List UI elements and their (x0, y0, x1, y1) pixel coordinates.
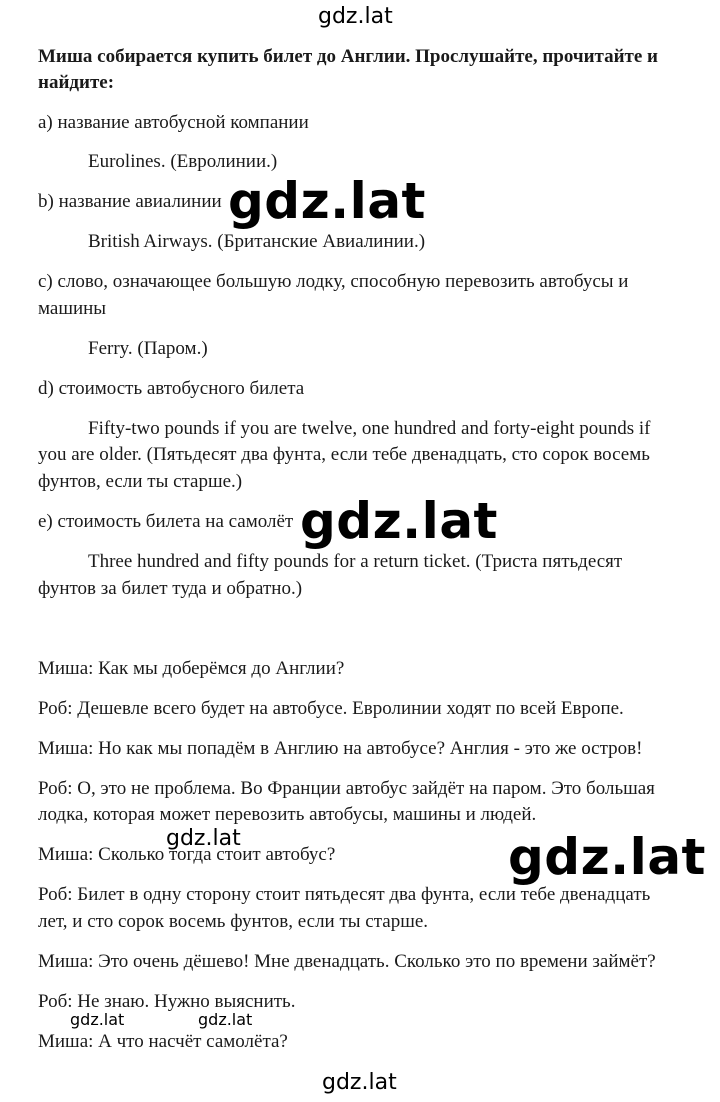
task-title-line-2: найдите: (38, 72, 115, 93)
dialogue-line-6b: лет, и сто сорок восемь фунтов, если ты старше. (38, 911, 429, 932)
dialogue-line-7: Миша: Это очень дёшево! Мне двенадцать. Сколько это по времени займёт? (38, 951, 656, 972)
question-b: b) название авиалинии (38, 191, 222, 212)
answer-d-line-1: Fifty-two pounds if you are twelve, one hundred and forty-eight pounds if (88, 418, 651, 439)
answer-d-line-2: you are older. (Пятьдесят два фунта, если тебе двенадцать, сто сорок восемь (38, 444, 650, 465)
watermark-small-mid: gdz.lat (166, 826, 241, 851)
answer-d-line-3: фунтов, если ты старше.) (38, 471, 243, 492)
watermark-large-2: gdz.lat (300, 492, 498, 550)
answer-e-line-2: фунтов за билет туда и обратно.) (38, 578, 303, 599)
dialogue-line-2: Роб: Дешевле всего будет на автобусе. Евролинии ходят по всей Европе. (38, 698, 624, 719)
question-a: a) название автобусной компании (38, 112, 309, 133)
dialogue-line-9: Миша: А что насчёт самолёта? (38, 1031, 288, 1052)
answer-e-line-1: Three hundred and fifty pounds for a return ticket. (Триста пятьдесят (88, 551, 623, 572)
watermark-tiny-2: gdz.lat (198, 1010, 253, 1029)
answer-b: British Airways. (Британские Авиалинии.) (88, 231, 426, 252)
question-e: e) стоимость билета на самолёт (38, 511, 294, 532)
dialogue-line-8: Роб: Не знаю. Нужно выяснить. (38, 991, 296, 1012)
dialogue-line-5: Миша: Сколько тогда стоит автобус? (38, 844, 336, 865)
question-c-line-1: c) слово, означающее большую лодку, способную перевозить автобусы и (38, 271, 629, 292)
question-c-line-2: машины (38, 298, 107, 319)
watermark-footer: gdz.lat (322, 1070, 397, 1095)
watermark-header: gdz.lat (318, 4, 393, 29)
watermark-tiny-1: gdz.lat (70, 1010, 125, 1029)
dialogue-line-4b: лодка, которая может перевозить автобусы, машины и людей. (38, 804, 537, 825)
dialogue-line-1: Миша: Как мы доберёмся до Англии? (38, 658, 345, 679)
dialogue-line-3: Миша: Но как мы попадём в Англию на автобусе? Англия - это же остров! (38, 738, 643, 759)
watermark-large-3: gdz.lat (508, 828, 706, 886)
watermark-large-1: gdz.lat (228, 172, 426, 230)
dialogue-line-4a: Роб: О, это не проблема. Во Франции автобус зайдёт на паром. Это большая (38, 778, 655, 799)
answer-a: Eurolines. (Евролинии.) (88, 151, 278, 172)
task-title-line-1: Миша собирается купить билет до Англии. Прослушайте, прочитайте и (38, 46, 659, 67)
question-d: d) стоимость автобусного билета (38, 378, 305, 399)
dialogue-line-6a: Роб: Билет в одну сторону стоит пятьдесят два фунта, если тебе двенадцать (38, 884, 651, 905)
answer-c: Ferry. (Паром.) (88, 338, 208, 359)
